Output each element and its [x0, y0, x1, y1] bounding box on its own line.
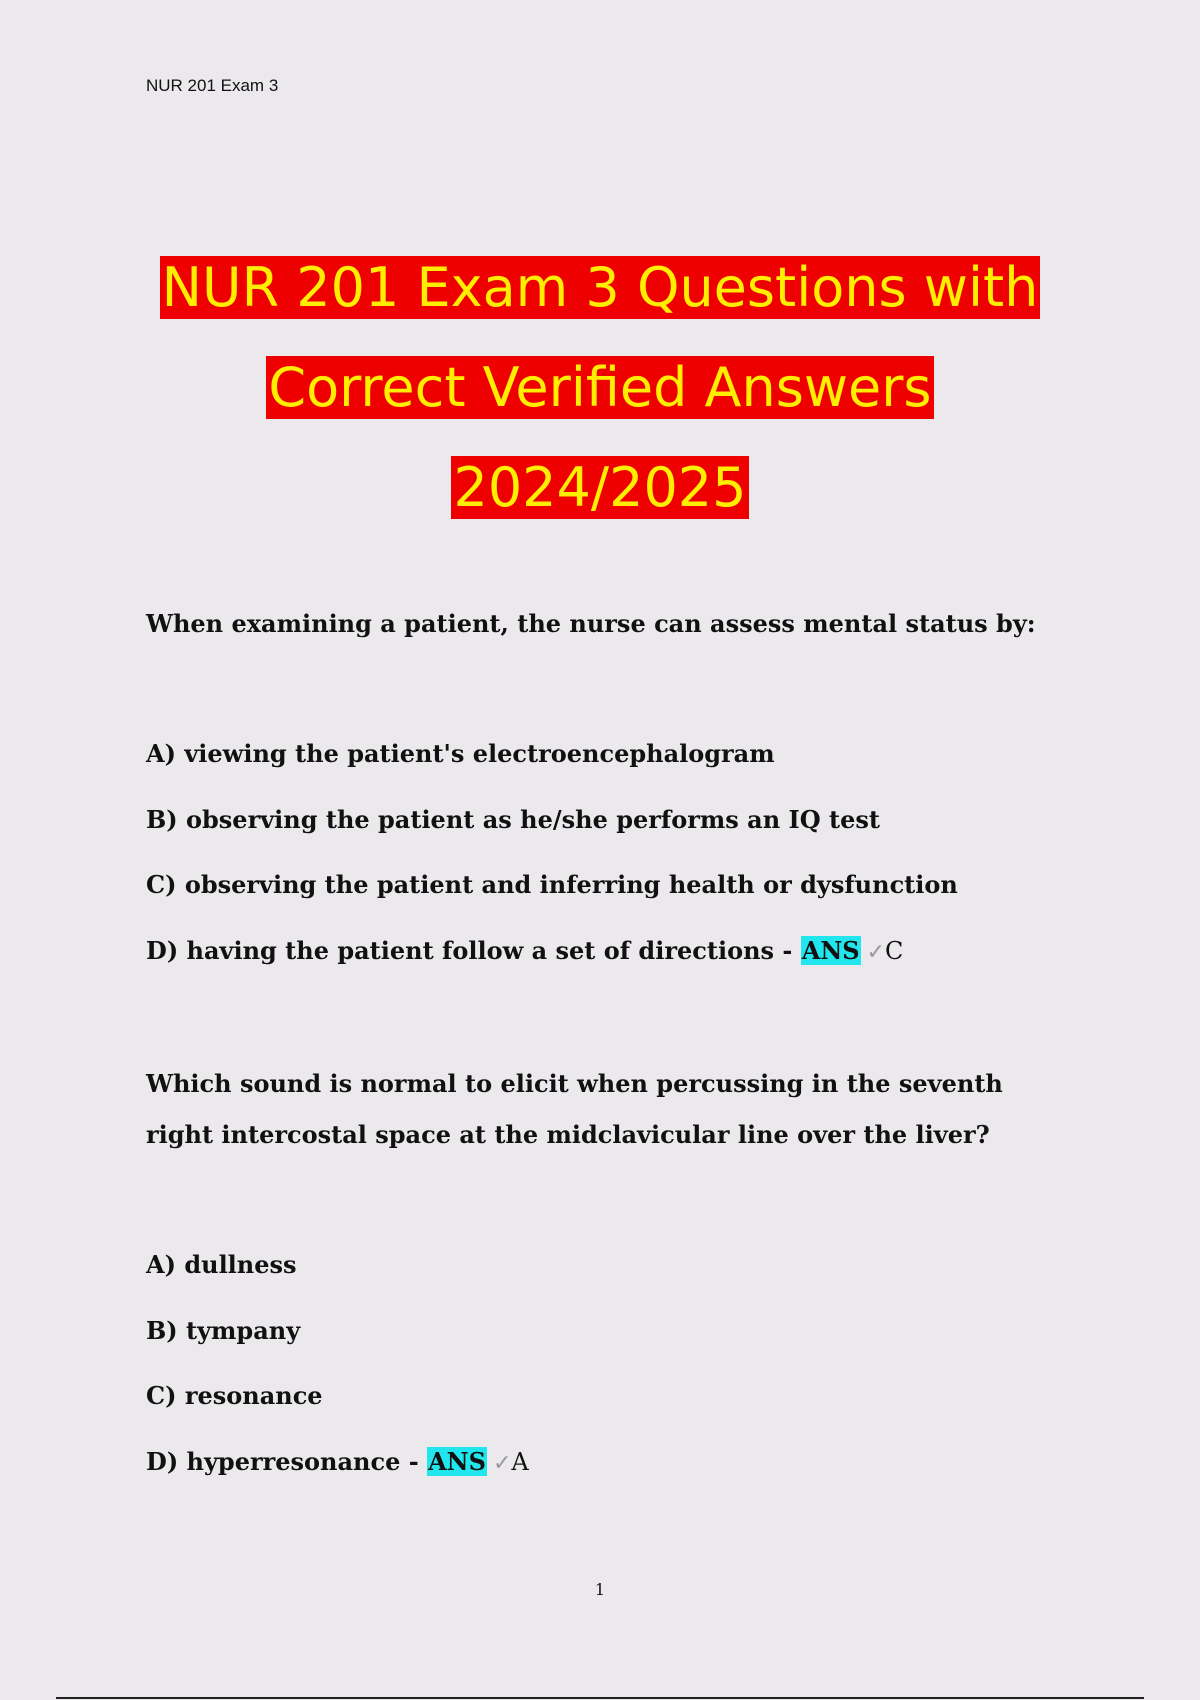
question-1-option-d: D) having the patient follow a set of directions - — [146, 936, 793, 965]
question-2-option-c: C) resonance — [146, 1381, 323, 1410]
question-1-text: When examining a patient, the nurse can assess mental status by: — [146, 609, 1036, 638]
running-header: NUR 201 Exam 3 — [146, 76, 279, 95]
footer-divider — [56, 1697, 1144, 1699]
question-2-ans-tag: ANS — [428, 1447, 486, 1476]
page-number: 1 — [594, 1580, 606, 1599]
question-2-option-d-row — [146, 1446, 529, 1480]
question-2-option-d: D) hyperresonance - — [146, 1447, 419, 1476]
question-1-option-a: A) viewing the patient's electroencephalogram — [146, 739, 775, 768]
question-2-answer: A — [511, 1448, 529, 1476]
title-line-2: Correct Verified Answers — [268, 356, 932, 419]
document-title — [0, 238, 1200, 538]
question-1-option-b: B) observing the patient as he/she performs an IQ test — [146, 805, 880, 834]
question-1-answer: C — [885, 937, 904, 965]
title-line-1: NUR 201 Exam 3 Questions with — [161, 256, 1039, 319]
question-1-option-d-row — [146, 935, 903, 969]
check-mark-icon: ✓ — [866, 940, 886, 965]
title-line-3: 2024/2025 — [453, 456, 747, 519]
question-2-text: Which sound is normal to elicit when percussing in the seventh right intercostal space at the midclavicular line over the liver? — [146, 1069, 1003, 1149]
question-1-option-c: C) observing the patient and inferring health or dysfunction — [146, 870, 958, 899]
question-1-ans-tag: ANS — [801, 936, 860, 965]
check-mark-icon: ✓ — [492, 1451, 512, 1476]
question-2-option-a: A) dullness — [146, 1250, 297, 1279]
question-2-option-b: B) tympany — [146, 1316, 301, 1345]
